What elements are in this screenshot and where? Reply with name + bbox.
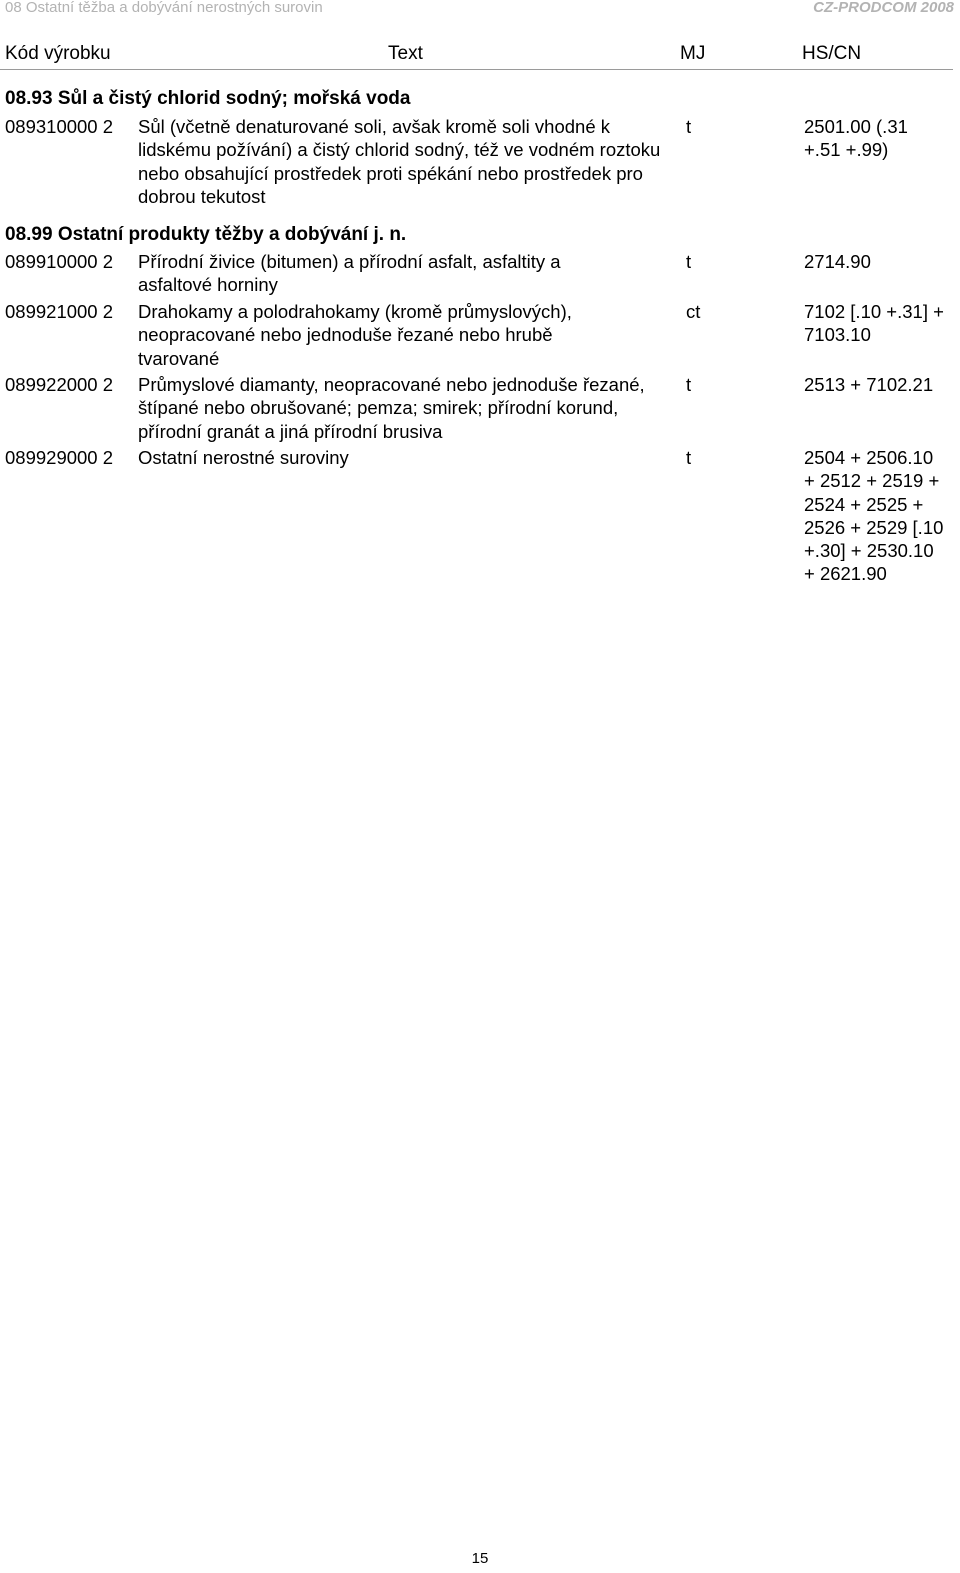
section-title: 08.99 Ostatní produkty těžby a dobývání j. n.	[5, 224, 407, 245]
running-header	[0, 0, 960, 20]
measure-unit: ct	[686, 301, 701, 322]
product-text: Přírodní živice (bitumen) a přírodní asfalt, asfaltity a asfaltové horniny	[138, 251, 561, 296]
measure-unit: t	[686, 374, 692, 395]
measure-unit: t	[686, 251, 692, 272]
product-text: Průmyslové diamanty, neopracované nebo jednoduše řezané, štípané nebo obrušované; pemza; smirek; přírodní korund, přírodní granát a jiná přírodní brusiva	[138, 374, 645, 442]
product-text: Drahokamy a polodrahokamy (kromě průmyslových), neopracované nebo jednoduše řezané nebo hrubě tvarované	[138, 301, 572, 369]
hs-code: 2513 + 7102.21	[804, 374, 934, 395]
hs-code: 7102 [.10 +.31] + 7103.10	[804, 301, 944, 346]
hs-code: 2714.90	[804, 251, 871, 272]
column-header-unit: MJ	[680, 43, 706, 64]
hs-code: 2501.00 (.31 +.51 +.99)	[804, 116, 908, 161]
chapter-title: 08 Ostatní těžba a dobývání nerostných surovin	[5, 0, 323, 16]
product-code: 089921000 2	[5, 301, 114, 322]
product-code: 089310000 2	[5, 116, 114, 137]
measure-unit: t	[686, 447, 692, 468]
product-code: 089929000 2	[5, 447, 114, 468]
column-header-code: Kód výrobku	[5, 43, 111, 64]
header-divider	[0, 69, 953, 70]
measure-unit: t	[686, 116, 692, 137]
hs-code: 2504 + 2506.10 + 2512 + 2519 + 2524 + 2525 + 2526 + 2529 [.10 +.30] + 2530.10 + 2621.90	[804, 447, 944, 585]
product-text: Sůl (včetně denaturované soli, avšak kromě soli vhodné k lidskému požívání) a čistý chlorid sodný, též ve vodném roztoku nebo obsahující prostředek proti spékání nebo prostředek pro dobrou tekutost	[138, 116, 661, 207]
publication-title: CZ-PRODCOM 2008	[813, 0, 954, 16]
product-code: 089910000 2	[5, 251, 114, 272]
product-code: 089922000 2	[5, 374, 114, 395]
product-text: Ostatní nerostné suroviny	[138, 447, 349, 468]
section-title: 08.93 Sůl a čistý chlorid sodný; mořská voda	[5, 88, 411, 109]
column-header-hs: HS/CN	[802, 43, 862, 64]
page-number: 15	[471, 1550, 489, 1567]
column-header-text: Text	[388, 43, 423, 64]
